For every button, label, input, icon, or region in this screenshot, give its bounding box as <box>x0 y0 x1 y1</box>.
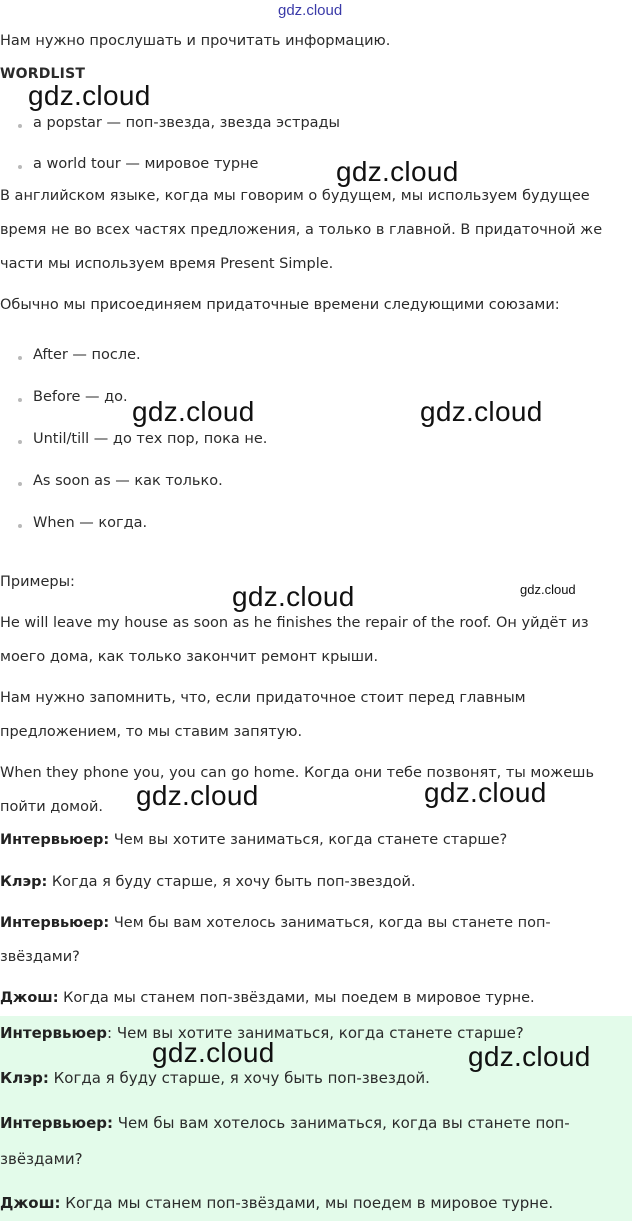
watermark: gdz.cloud <box>336 156 459 187</box>
dialogue-line <box>0 915 551 931</box>
examples-label: Примеры: <box>0 574 75 590</box>
conjunction-item: Until/till — до тех пор, пока не. <box>33 431 268 447</box>
answer-text: Чем бы вам хотелось заниматься, когда вы станете поп- <box>113 1114 570 1132</box>
speaker-name: Интервьюер: <box>0 832 110 848</box>
dialogue-text: Чем бы вам хотелось заниматься, когда вы станете поп- <box>109 915 551 931</box>
wordlist-item: a world tour — мировое турне <box>33 156 259 172</box>
watermark: gdz.cloud <box>28 80 151 111</box>
watermark: gdz.cloud <box>132 396 255 427</box>
watermark: gdz.cloud <box>232 581 355 612</box>
dialogue-line <box>0 990 535 1006</box>
dialogue-line <box>0 832 507 848</box>
answer-text: Когда я буду старше, я хочу быть поп-звездой. <box>48 1069 430 1087</box>
grammar-line: В английском языке, когда мы говорим о будущем, мы используем будущее <box>0 188 590 204</box>
bullet-dot <box>18 356 22 360</box>
wordlist-heading: WORDLIST <box>0 66 86 82</box>
example-line: моего дома, как только закончит ремонт крыши. <box>0 649 379 665</box>
bullet-dot <box>18 482 22 486</box>
intro-text: Нам нужно прослушать и прочитать информацию. <box>0 33 391 49</box>
answer-line <box>0 1114 570 1132</box>
speaker-name: Клэр: <box>0 1069 49 1087</box>
watermark-top: gdz.cloud <box>278 2 343 19</box>
answer-line: звёздами? <box>0 1150 83 1168</box>
dialogue-text: Когда мы станем поп-звёздами, мы поедем в мировое турне. <box>58 990 535 1006</box>
watermark: gdz.cloud <box>520 582 576 597</box>
answer-line <box>0 1069 430 1087</box>
rule-line: Нам нужно запомнить, что, если придаточное стоит перед главным <box>0 690 526 706</box>
speaker-name: Интервьюер: <box>0 1114 113 1132</box>
answer-text: : Чем вы хотите заниматься, когда станете старше? <box>107 1024 524 1042</box>
bullet-dot <box>18 165 22 169</box>
conjunction-item: As soon as — как только. <box>33 473 223 489</box>
speaker-name: Джош: <box>0 1194 61 1212</box>
dialogue-text: Когда я буду старше, я хочу быть поп-звездой. <box>47 874 416 890</box>
conjunction-item: Before — до. <box>33 389 128 405</box>
speaker-name: Джош: <box>0 990 59 1006</box>
grammar-line: части мы используем время Present Simple. <box>0 256 334 272</box>
bullet-dot <box>18 440 22 444</box>
example-line: He will leave my house as soon as he finishes the repair of the roof. Он уйдёт из <box>0 615 589 631</box>
conjunction-item: When — когда. <box>33 515 148 531</box>
watermark: gdz.cloud <box>468 1041 591 1072</box>
dialogue-line: звёздами? <box>0 949 80 965</box>
dialogue-text: Чем вы хотите заниматься, когда станете старше? <box>109 832 508 848</box>
dialogue-line <box>0 874 416 890</box>
rule-line: предложением, то мы ставим запятую. <box>0 724 303 740</box>
wordlist-item: a popstar — поп-звезда, звезда эстрады <box>33 115 341 131</box>
watermark: gdz.cloud <box>424 777 547 808</box>
speaker-name: Интервьюер: <box>0 915 110 931</box>
bullet-dot <box>18 398 22 402</box>
example-line: When they phone you, you can go home. Когда они тебе позвонят, ты можешь <box>0 765 594 781</box>
speaker-name: Клэр: <box>0 874 48 890</box>
answer-text: Когда мы станем поп-звёздами, мы поедем в мировое турне. <box>60 1194 554 1212</box>
conjunction-intro: Обычно мы присоединяем придаточные времени следующими союзами: <box>0 297 560 313</box>
grammar-line: время не во всех частях предложения, а только в главной. В придаточной же <box>0 222 603 238</box>
answer-line <box>0 1194 553 1212</box>
watermark: gdz.cloud <box>136 780 259 811</box>
watermark: gdz.cloud <box>152 1037 275 1068</box>
example-line: пойти домой. <box>0 799 103 815</box>
bullet-dot <box>18 124 22 128</box>
speaker-name: Интервьюер <box>0 1024 107 1042</box>
bullet-dot <box>18 524 22 528</box>
conjunction-item: After — после. <box>33 347 141 363</box>
watermark: gdz.cloud <box>420 396 543 427</box>
